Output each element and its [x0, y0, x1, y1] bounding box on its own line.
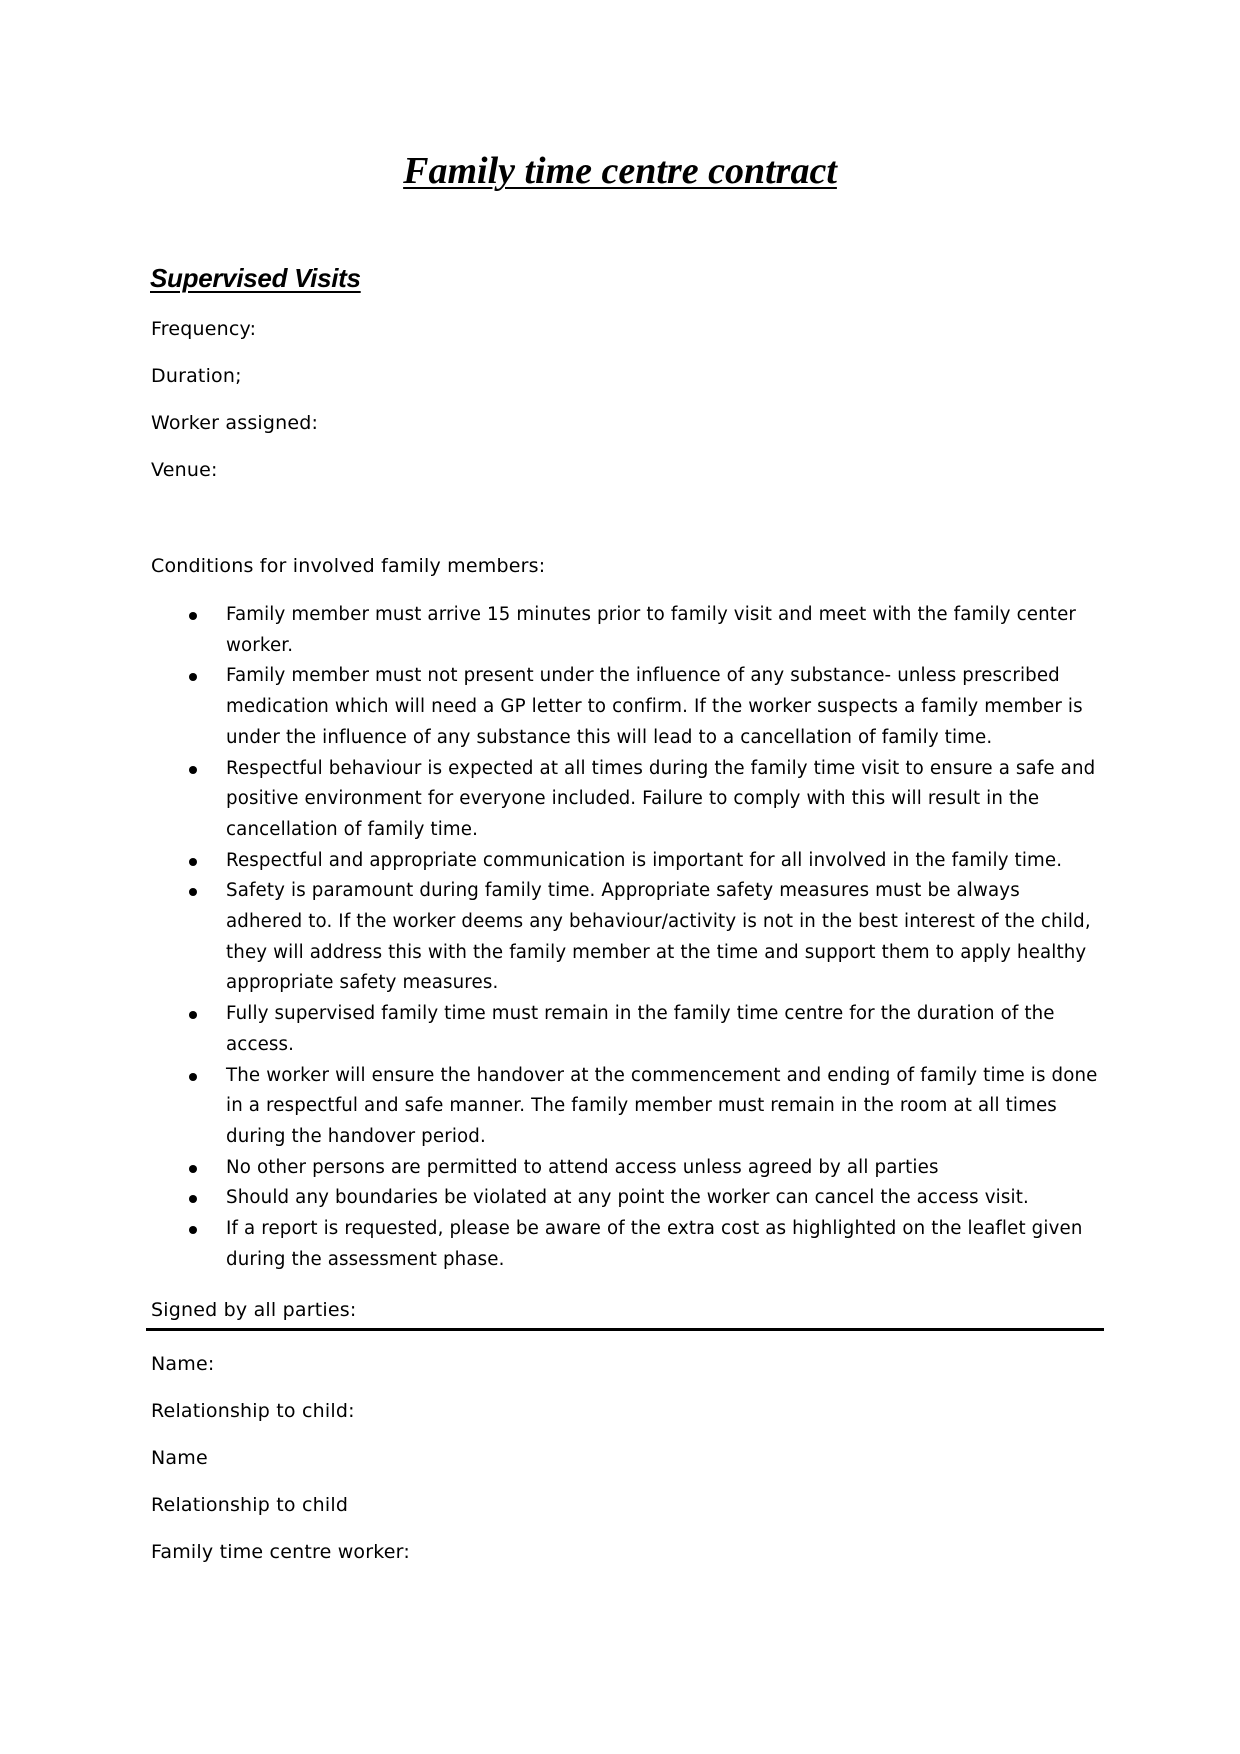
- section-heading: Supervised Visits: [150, 263, 361, 293]
- field-venue: Venue:: [151, 459, 218, 481]
- field-frequency: Frequency:: [151, 318, 257, 340]
- condition-text: No other persons are permitted to attend access unless agreed by all parties: [226, 1156, 939, 1178]
- bullet-icon: [189, 1195, 197, 1203]
- condition-item: [151, 876, 1101, 999]
- signature-name-2: Name: [151, 1447, 208, 1469]
- signature-centre-worker: Family time centre worker:: [151, 1541, 410, 1563]
- signature-relationship-1: Relationship to child:: [151, 1400, 355, 1422]
- signature-divider: [146, 1328, 1104, 1331]
- condition-text: Family member must not present under the influence of any substance- unless prescribed medication which will need a GP letter to confirm. If the worker suspects a family member is under the influence of any substance this will lead to a cancellation of family time.: [226, 665, 1083, 748]
- bullet-icon: [189, 1165, 197, 1173]
- bullet-icon: [189, 673, 197, 681]
- document-title: [0, 148, 1240, 194]
- bullet-icon: [189, 858, 197, 866]
- conditions-intro: Conditions for involved family members:: [151, 555, 546, 577]
- condition-item: [151, 999, 1101, 1060]
- conditions-list: [151, 600, 1101, 1275]
- condition-text: Should any boundaries be violated at any point the worker can cancel the access visit.: [226, 1187, 1029, 1209]
- signed-by-label: Signed by all parties:: [151, 1299, 357, 1321]
- condition-item: [151, 1153, 1101, 1184]
- condition-item: [151, 1183, 1101, 1214]
- bullet-icon: [189, 1073, 197, 1081]
- document-title-text: Family time centre contract: [403, 150, 837, 192]
- condition-item: [151, 1061, 1101, 1153]
- bullet-icon: [189, 766, 197, 774]
- condition-text: Safety is paramount during family time. Appropriate safety measures must be always adhered to. If the worker deems any behaviour/activity is not in the best interest of the child, they will address this with the family member at the time and support them to apply healthy appropriate safety measures.: [226, 880, 1091, 994]
- signature-relationship-2: Relationship to child: [151, 1494, 349, 1516]
- condition-item: [151, 1214, 1101, 1275]
- field-duration: Duration;: [151, 365, 242, 387]
- condition-text: Respectful behaviour is expected at all times during the family time visit to ensure a safe and positive environment for everyone included. Failure to comply with this will result in the cancellation of family time.: [226, 757, 1096, 840]
- condition-item: [151, 754, 1101, 846]
- condition-item: [151, 600, 1101, 661]
- condition-text: Fully supervised family time must remain in the family time centre for the duration of the access.: [226, 1003, 1055, 1055]
- condition-text: Respectful and appropriate communication is important for all involved in the family time.: [226, 849, 1063, 871]
- bullet-icon: [189, 612, 197, 620]
- condition-text: The worker will ensure the handover at the commencement and ending of family time is done in a respectful and safe manner. The family member must remain in the room at all times during the handover period.: [226, 1064, 1098, 1147]
- bullet-icon: [189, 888, 197, 896]
- condition-text: Family member must arrive 15 minutes prior to family visit and meet with the family center worker.: [226, 604, 1077, 656]
- field-worker-assigned: Worker assigned:: [151, 412, 319, 434]
- signature-name-1: Name:: [151, 1353, 215, 1375]
- condition-text: If a report is requested, please be aware of the extra cost as highlighted on the leaflet given during the assessment phase.: [226, 1218, 1083, 1270]
- bullet-icon: [189, 1226, 197, 1234]
- condition-item: [151, 846, 1101, 877]
- bullet-icon: [189, 1011, 197, 1019]
- condition-item: [151, 661, 1101, 753]
